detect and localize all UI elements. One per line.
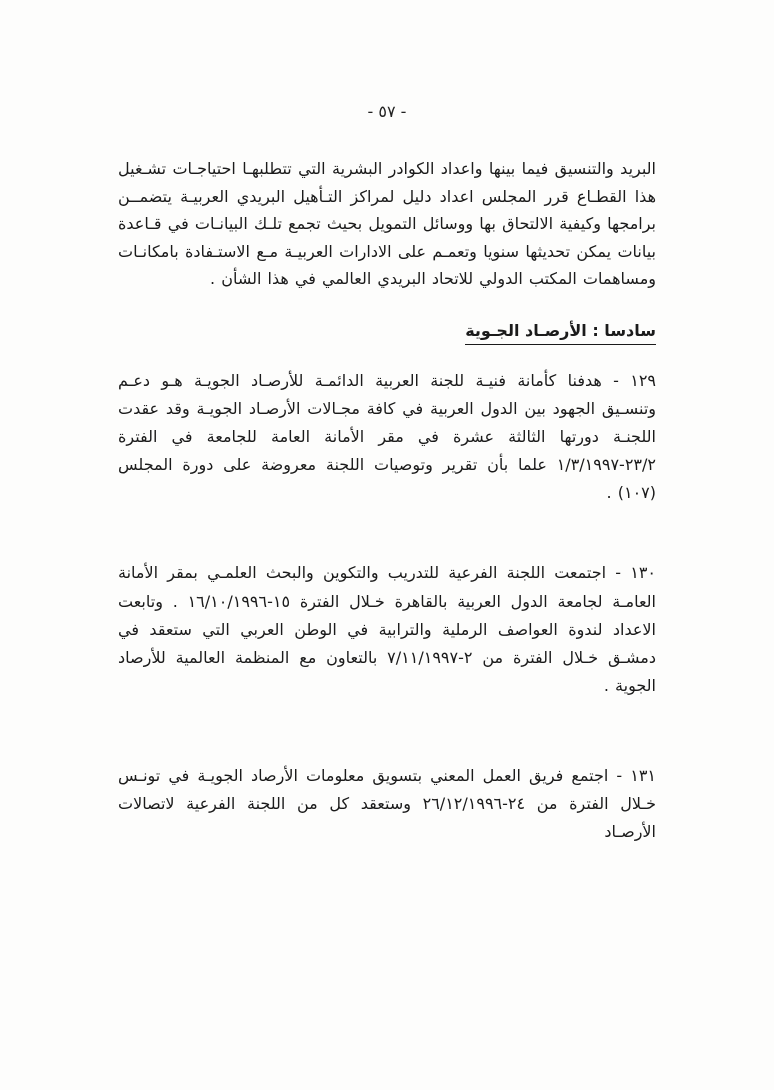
item-text: هدفنا كأمانة فنيـة للجنة العربية الدائمـة للأرصـاد الجويـة هـو دعـم وتنسـيق الجهود بين الدول العربية في كافة مجـالات الأرصـاد الجويـة وقد عقدت اللجنـة دورتها الثالثة عشرة في مقر الأمانة العامة للجامعة في الفترة ٢٣/٢-١/٣/١٩٩٧ علما بأن تقرير وتوصيات اللجنة معروضة على دورة المجلس (١٠٧) . [118, 370, 656, 503]
intro-paragraph: البريد والتنسيق فيما بينها واعداد الكوادر البشرية التي تتطلبهـا احتياجـات تشـغيل هذا القطـاع قرر المجلس اعداد دليل لمراكز التـأهيل البريدي العربيـة يتضمــن برامجها وكيفية الالتحاق بها ووسائل التمويل بحيث تجمع تلـك البيانـات في قـاعدة بيانات يمكن تحديثها سنويا وتعمـم على الادارات العربيـة مـع الاستـفادة بامكانـات ومساهمات المكتب الدولي للاتحاد البريدي العالمي في هذا الشأن . [118, 159, 656, 289]
section-heading-row [118, 321, 656, 345]
item-number: ١٢٩ - [613, 370, 657, 390]
list-item-131 [118, 762, 656, 846]
item-number: ١٣١ - [616, 766, 657, 786]
list-item-130 [118, 559, 656, 700]
item-text: اجتمع فريق العمل المعني بتسويق معلومات الأرصاد الجويـة في تونـس خـلال الفترة من ٢٤-٢٦/١٢/١٩٩٦ وستعقد كل من اللجنة الفرعية لاتصالات الأرصـاد [118, 766, 657, 842]
item-number: ١٣٠ - [615, 563, 656, 583]
section-heading: سادسا : الأرصـاد الجـوية [465, 321, 656, 345]
list-item-129 [118, 367, 656, 508]
item-text: اجتمعت اللجنة الفرعية للتدريب والتكوين والبحث العلمـي بمقر الأمانة العامـة لجامعة الدول العربية بالقاهرة خـلال الفترة ١٥-١٦/١٠/١٩٩٦ . وتابعت الاعداد لندوة العواصف الرملية والترابية في الوطن العربي التي ستعقد في دمشـق خـلال الفترة من ٢-٧/١١/١٩٩٧ بالتعاون مع المنظمة العالمية للأرصاد الجوية . [118, 563, 656, 695]
page-number: - ٥٧ - [367, 102, 407, 121]
